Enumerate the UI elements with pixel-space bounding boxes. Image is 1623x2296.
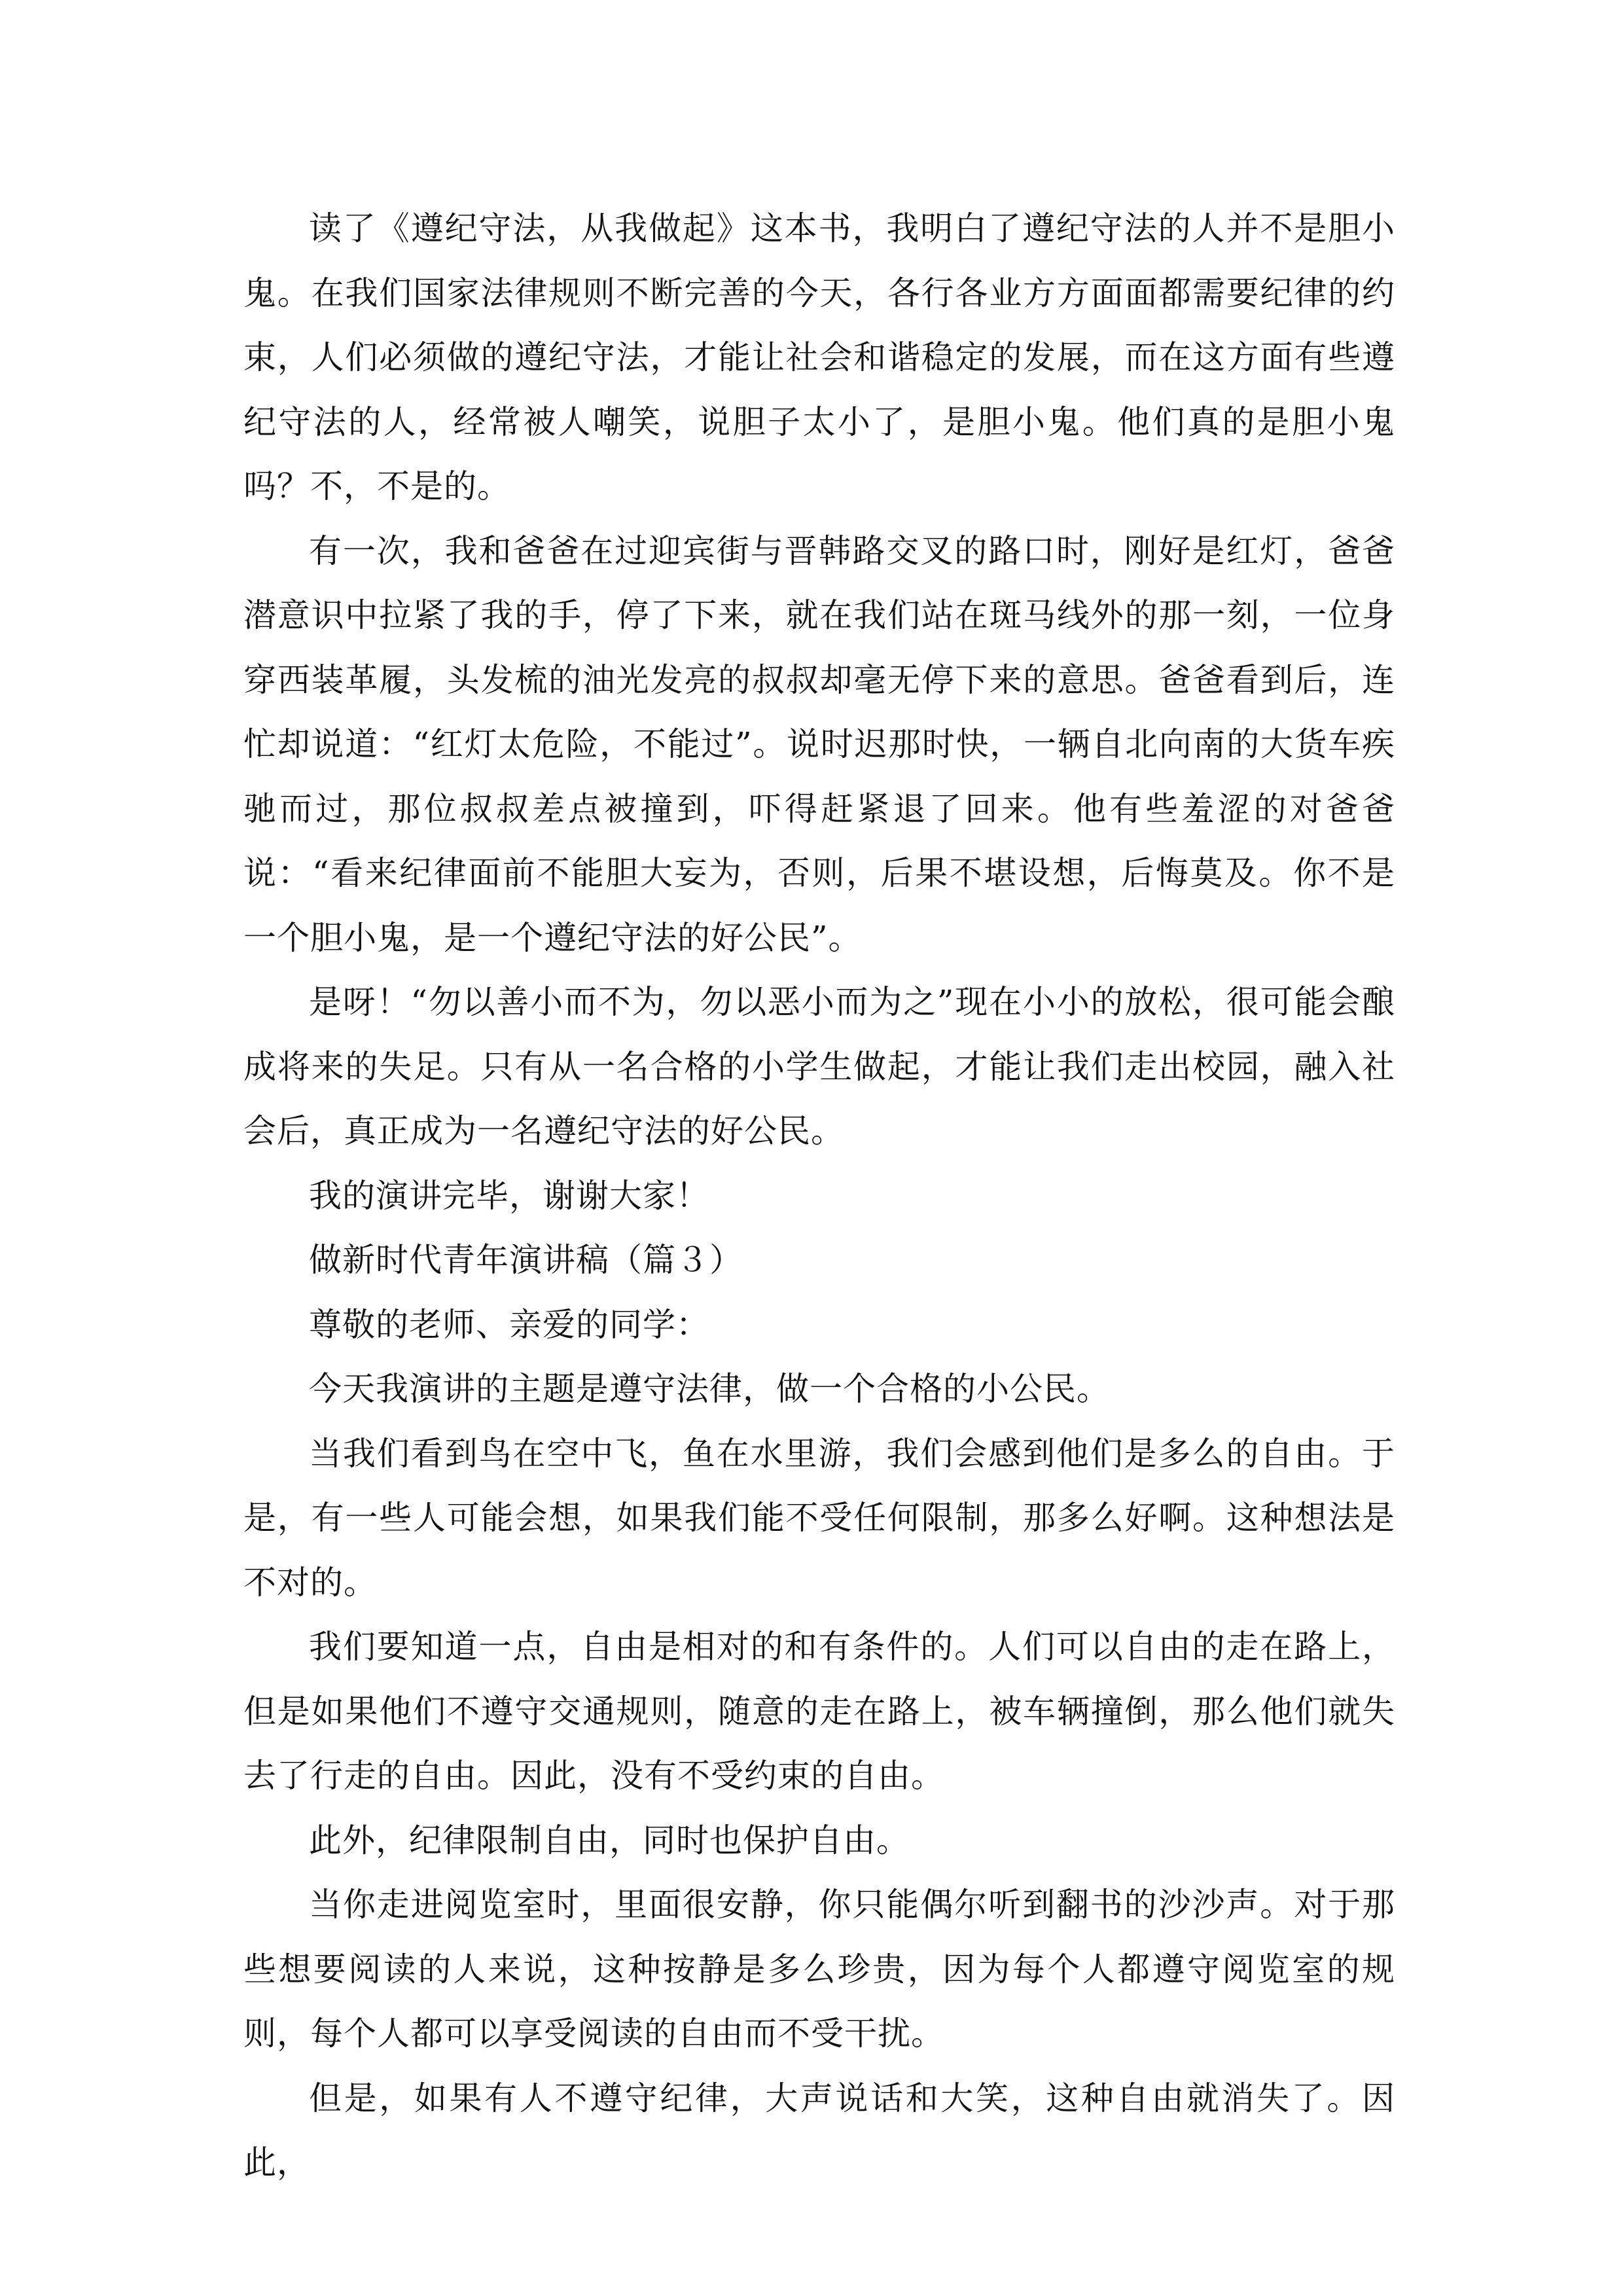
- document-body: [243, 196, 1395, 2195]
- paragraph: 有一次，我和爸爸在过迎宾街与晋韩路交叉的路口时，刚好是红灯，爸爸潜意识中拉紧了我的手，停了下来，就在我们站在斑马线外的那一刻，一位身穿西装革履，头发梳的油光发亮的叔叔却毫无停下来的意思。爸爸看到后，连忙却说道：“红灯太危险，不能过”。说时迟那时快，一辆自北向南的大货车疾驰而过，那位叔叔差点被撞到，吓得赶紧退了回来。他有些羞涩的对爸爸说：“看来纪律面前不能胆大妄为，否则，后果不堪设想，后悔莫及。你不是一个胆小鬼，是一个遵纪守法的好公民”。: [243, 531, 1395, 957]
- paragraph: 读了《遵纪守法，从我做起》这本书，我明白了遵纪守法的人并不是胆小鬼。在我们国家法律规则不断完善的今天，各行各业方方面面都需要纪律的约束，人们必须做的遵纪守法，才能让社会和谐稳定的发展，而在这方面有些遵纪守法的人，经常被人嘲笑，说胆子太小了，是胆小鬼。他们真的是胆小鬼吗？不，不是的。: [243, 209, 1395, 505]
- paragraph: 但是，如果有人不遵守纪律，大声说话和大笑，这种自由就消失了。因此，: [243, 2079, 1395, 2181]
- paragraph: 当你走进阅览室时，里面很安静，你只能偶尔听到翻书的沙沙声。对于那些想要阅读的人来说，这种按静是多么珍贵，因为每个人都遵守阅览室的规则，每个人都可以享受阅读的自由而不受干扰。: [243, 1886, 1395, 2053]
- paragraph: 是呀！“勿以善小而不为，勿以恶小而为之”现在小小的放松，很可能会酿成将来的失足。只有从一名合格的小学生做起，才能让我们走出校园，融入社会后，真正成为一名遵纪守法的好公民。: [243, 983, 1395, 1150]
- salutation: 尊敬的老师、亲爱的同学：: [309, 1305, 709, 1344]
- closing-remark: 我的演讲完毕，谢谢大家！: [309, 1176, 709, 1215]
- paragraph: 当我们看到鸟在空中飞，鱼在水里游，我们会感到他们是多么的自由。于是，有一些人可能会想，如果我们能不受任何限制，那多么好啊。这种想法是不对的。: [243, 1434, 1395, 1602]
- paragraph: 此外，纪律限制自由，同时也保护自由。: [309, 1821, 910, 1859]
- paragraph: 我们要知道一点，自由是相对的和有条件的。人们可以自由的走在路上，但是如果他们不遵守交通规则，随意的走在路上，被车辆撞倒，那么他们就失去了行走的自由。因此，没有不受约束的自由。: [243, 1628, 1395, 1795]
- speech-title: 做新时代青年演讲稿（篇３）: [309, 1241, 743, 1279]
- paragraph: 今天我演讲的主题是遵守法律，做一个合格的小公民。: [309, 1370, 1110, 1408]
